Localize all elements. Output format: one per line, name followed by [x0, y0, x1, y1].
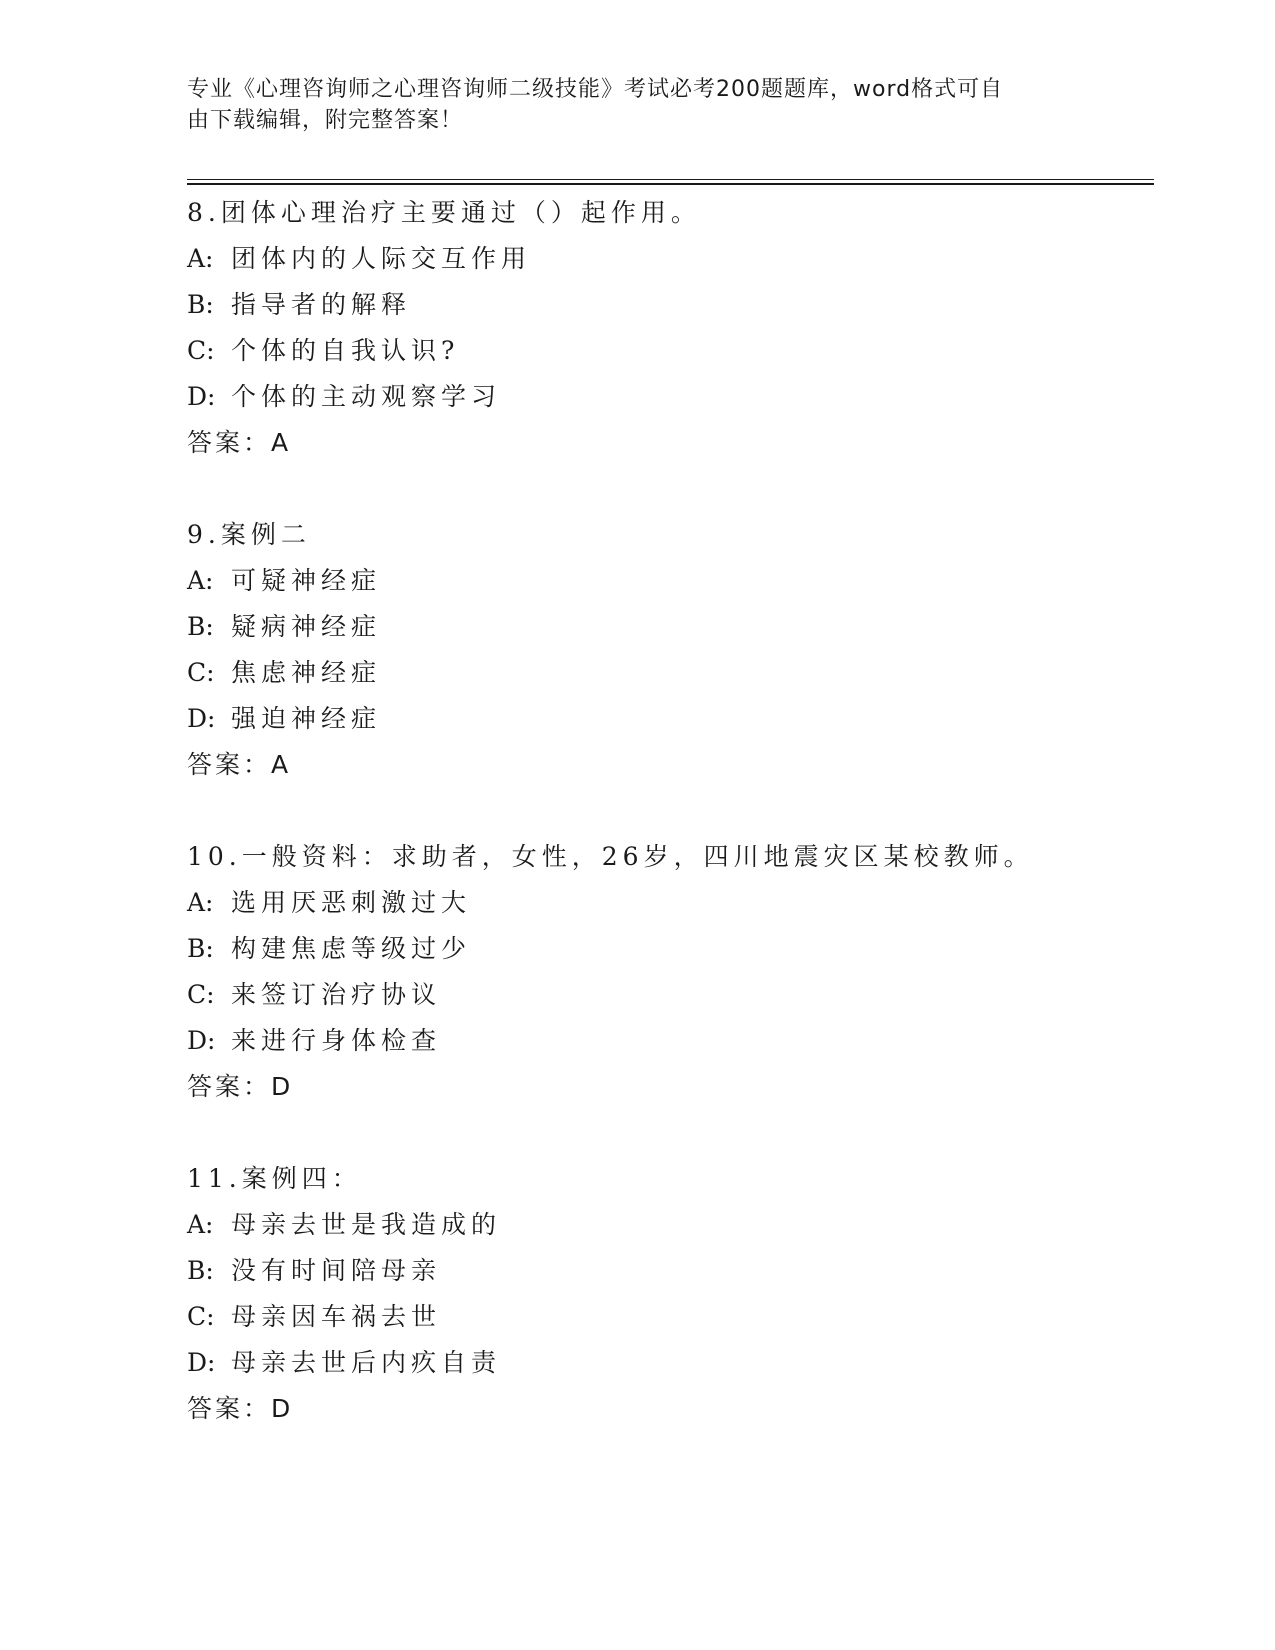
answer-label: 答案： — [187, 750, 272, 779]
option-text: 焦虑神经症 — [231, 658, 382, 687]
header-divider-thin — [187, 179, 1154, 180]
option-text: 来签订治疗协议 — [231, 980, 442, 1009]
option-text: 可疑神经症 — [231, 566, 382, 595]
option-letter: A: — [187, 566, 214, 595]
option-letter: D: — [187, 382, 216, 411]
option-letter: C: — [187, 1302, 215, 1331]
option-d — [187, 1340, 1147, 1386]
option-text: 指导者的解释 — [231, 290, 412, 319]
option-letter: C: — [187, 980, 215, 1009]
option-b — [187, 604, 1147, 650]
option-letter: D: — [187, 1348, 216, 1377]
option-letter: C: — [187, 658, 215, 687]
option-text: 没有时间陪母亲 — [231, 1256, 442, 1285]
answer-label: 答案： — [187, 1072, 272, 1101]
answer-label: 答案： — [187, 428, 272, 457]
question-11 — [187, 1156, 1147, 1432]
option-d — [187, 1018, 1147, 1064]
answer-line — [187, 742, 1147, 788]
option-text: 个体的自我认识? — [231, 336, 460, 365]
option-text: 团体内的人际交互作用 — [231, 244, 532, 273]
option-b — [187, 1248, 1147, 1294]
question-stem: 11.案例四： — [187, 1164, 362, 1193]
question-9 — [187, 512, 1147, 788]
answer-label: 答案： — [187, 1394, 272, 1423]
option-letter: D: — [187, 1026, 216, 1055]
option-text: 来进行身体检查 — [231, 1026, 442, 1055]
option-d — [187, 374, 1147, 420]
answer-line — [187, 420, 1147, 466]
option-letter: A: — [187, 888, 214, 917]
option-letter: C: — [187, 336, 215, 365]
option-text: 构建焦虑等级过少 — [231, 934, 472, 963]
question-8 — [187, 190, 1147, 466]
option-c — [187, 972, 1147, 1018]
option-text: 个体的主动观察学习 — [231, 382, 502, 411]
option-text: 疑病神经症 — [231, 612, 382, 641]
answer-value: A — [271, 750, 291, 779]
question-stem: 10.一般资料：求助者，女性，26岁，四川地震灾区某校教师。 — [187, 842, 1034, 871]
header-line-1: 专业《心理咨询师之心理咨询师二级技能》考试必考200题题库，word格式可自 — [187, 77, 1004, 102]
option-letter: D: — [187, 704, 216, 733]
header-divider-thick — [187, 183, 1154, 185]
option-text: 母亲去世后内疚自责 — [231, 1348, 502, 1377]
option-a — [187, 1202, 1147, 1248]
option-letter: B: — [187, 290, 214, 319]
option-b — [187, 926, 1147, 972]
option-text: 母亲去世是我造成的 — [231, 1210, 502, 1239]
option-c — [187, 650, 1147, 696]
option-letter: B: — [187, 1256, 214, 1285]
option-letter: A: — [187, 244, 214, 273]
answer-line — [187, 1386, 1147, 1432]
option-d — [187, 696, 1147, 742]
option-letter: B: — [187, 612, 214, 641]
option-a — [187, 558, 1147, 604]
option-b — [187, 282, 1147, 328]
answer-value: A — [271, 428, 291, 457]
option-a — [187, 236, 1147, 282]
option-c — [187, 1294, 1147, 1340]
question-stem: 8.团体心理治疗主要通过（）起作用。 — [187, 198, 701, 227]
question-stem: 9.案例二 — [187, 520, 311, 549]
question-10 — [187, 834, 1147, 1110]
answer-line — [187, 1064, 1147, 1110]
option-text: 母亲因车祸去世 — [231, 1302, 442, 1331]
answer-value: D — [271, 1072, 293, 1101]
document-header — [187, 74, 1067, 136]
option-text: 选用厌恶刺激过大 — [231, 888, 472, 917]
option-letter: B: — [187, 934, 214, 963]
option-letter: A: — [187, 1210, 214, 1239]
question-list — [187, 190, 1147, 1478]
option-c — [187, 328, 1147, 374]
option-a — [187, 880, 1147, 926]
option-text: 强迫神经症 — [231, 704, 382, 733]
answer-value: D — [271, 1394, 293, 1423]
header-line-2: 由下载编辑，附完整答案！ — [187, 108, 464, 133]
